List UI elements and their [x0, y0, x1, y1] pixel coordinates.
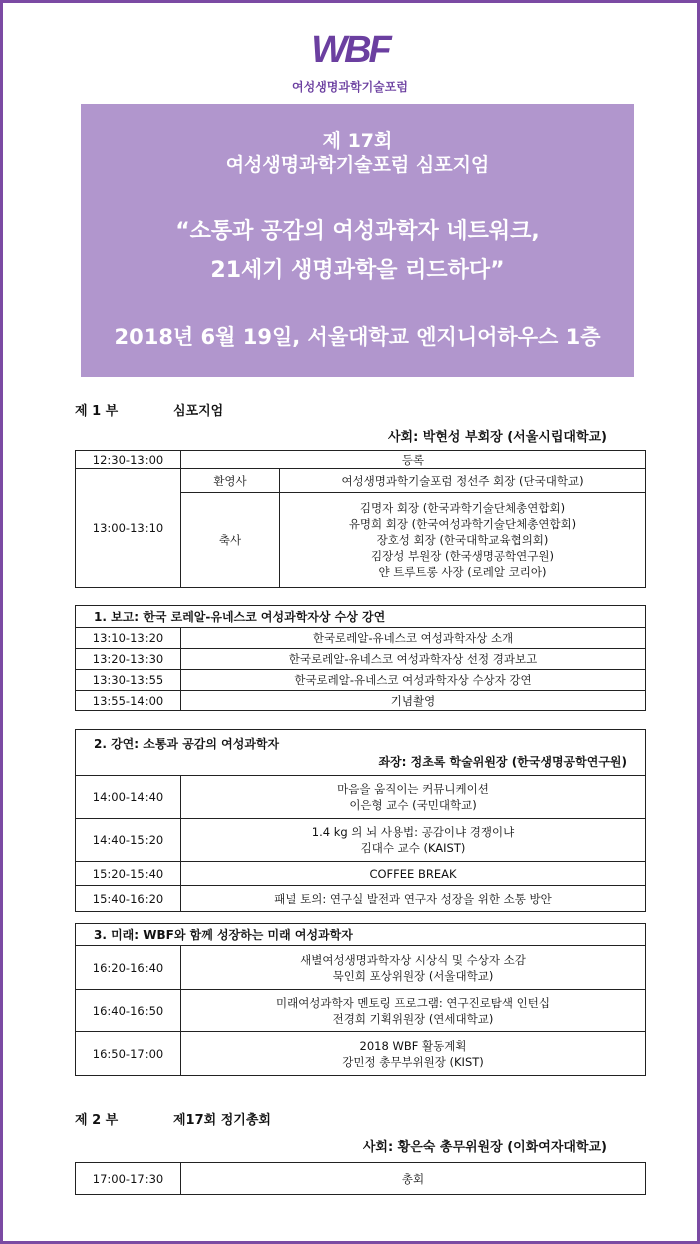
congrats-list [280, 493, 646, 588]
list-item: 얀 트루트롱 사장 (로레알 코리아) [378, 565, 547, 579]
time-cell: 16:50-17:00 [76, 1032, 181, 1076]
time-cell: 15:40-16:20 [76, 886, 181, 912]
table-row [76, 1032, 646, 1076]
list-item: 장호성 회장 (한국대학교육협의회) [376, 533, 549, 547]
section3-table [75, 923, 646, 1076]
section-title: 2. 강연: 소통과 공감의 여성과학자 [94, 736, 280, 751]
opening-table [75, 450, 646, 588]
speaker: 이은형 교수 (국민대학교) [349, 798, 477, 812]
section1-table [75, 605, 646, 711]
banner-date-venue: 2018년 6월 19일, 서울대학교 엔지니어하우스 1층 [114, 325, 601, 349]
event-cell: 한국로레알-유네스코 여성과학자상 수상자 강연 [181, 670, 646, 691]
list-item: 유명희 회장 (한국여성과학기술단체총연합회) [348, 517, 577, 531]
time-cell: 16:20-16:40 [76, 946, 181, 990]
table-row [76, 776, 646, 819]
role-cell: 환영사 [181, 469, 280, 493]
event-cell: 여성생명과학기술포럼 정선주 회장 (단국대학교) [280, 469, 646, 493]
time-cell: 13:55-14:00 [76, 691, 181, 711]
talk-title: 1.4 kg 의 뇌 사용법: 공감이냐 경쟁이냐 [311, 825, 515, 839]
list-item: 김장성 부원장 (한국생명공학연구원) [371, 549, 554, 563]
time-cell: 12:30-13:00 [76, 451, 181, 469]
part2-heading [75, 1109, 271, 1128]
event-cell [181, 1032, 646, 1076]
part1-moderator: 사회: 박현성 부회장 (서울시립대학교) [387, 430, 607, 445]
session-chair: 좌장: 정초록 학술위원장 (한국생명공학연구원) [378, 754, 627, 769]
time-cell: 15:20-15:40 [76, 862, 181, 886]
table-row [76, 819, 646, 862]
talk-title: 2018 WBF 활동계획 [359, 1038, 467, 1053]
table-row [76, 946, 646, 990]
event-cell [181, 819, 646, 862]
speaker: 강민정 총무부위원장 (KIST) [342, 1054, 484, 1069]
logo-mark: WBF [311, 29, 389, 71]
speaker: 전경희 기획위원장 (연세대학교) [332, 1011, 494, 1026]
table-row [76, 691, 646, 711]
table-row [76, 862, 646, 886]
part1-heading [75, 400, 223, 419]
table-row [76, 990, 646, 1032]
table-row [76, 451, 646, 469]
event-cell: 패널 토의: 연구실 발전과 연구자 성장을 위한 소통 방안 [181, 886, 646, 912]
part2-label: 제 2 부 [75, 1113, 119, 1128]
event-cell: 등록 [181, 451, 646, 469]
banner-theme-line2: 21세기 생명과학을 리드하다” [210, 258, 505, 283]
time-cell: 14:40-15:20 [76, 819, 181, 862]
table-row [76, 886, 646, 912]
talk-title: 미래여성과학자 멘토링 프로그램: 연구진로탐색 인턴십 [275, 995, 550, 1010]
section-title: 3. 미래: WBF와 함께 성장하는 미래 여성과학자 [76, 924, 646, 946]
banner-edition: 제 17회 [322, 130, 393, 152]
part1-title: 심포지엄 [173, 404, 224, 419]
event-cell: COFFEE BREAK [181, 862, 646, 886]
list-item: 김명자 회장 (한국과학기술단체총연합회) [359, 501, 566, 515]
time-cell: 13:10-13:20 [76, 628, 181, 649]
talk-title: 마음을 움직이는 커뮤니케이션 [337, 782, 489, 796]
table-row [76, 628, 646, 649]
speaker: 묵인희 포상위원장 (서울대학교) [332, 968, 494, 983]
part2-moderator: 사회: 황은숙 총무위원장 (이화여자대학교) [362, 1140, 607, 1155]
event-cell [181, 776, 646, 819]
event-cell [181, 990, 646, 1032]
event-cell: 한국로레알-유네스코 여성과학자상 소개 [181, 628, 646, 649]
event-cell [181, 946, 646, 990]
table-row [76, 670, 646, 691]
logo-name: 여성생명과학기술포럼 [292, 80, 408, 94]
role-cell: 축사 [181, 493, 280, 588]
event-cell: 한국로레알-유네스코 여성과학자상 선정 경과보고 [181, 649, 646, 670]
time-cell: 17:00-17:30 [76, 1163, 181, 1195]
talk-title: 새별여성생명과학자상 시상식 및 수상자 소감 [300, 952, 526, 967]
time-cell: 14:00-14:40 [76, 776, 181, 819]
speaker: 김대수 교수 (KAIST) [360, 841, 466, 855]
title-banner [81, 104, 634, 377]
part1-label: 제 1 부 [75, 404, 119, 419]
time-cell: 16:40-16:50 [76, 990, 181, 1032]
table-row [76, 649, 646, 670]
time-cell: 13:30-13:55 [76, 670, 181, 691]
time-cell: 13:20-13:30 [76, 649, 181, 670]
logo [3, 29, 697, 95]
event-cell: 기념촬영 [181, 691, 646, 711]
banner-event: 여성생명과학기술포럼 심포지엄 [225, 154, 490, 176]
time-cell: 13:00-13:10 [76, 469, 181, 588]
section-title: 1. 보고: 한국 로레알-유네스코 여성과학자상 수상 강연 [76, 606, 646, 628]
event-cell: 총회 [181, 1163, 646, 1195]
table-row [76, 1163, 646, 1195]
general-meeting-table [75, 1162, 646, 1195]
banner-theme-line1: “소통과 공감의 여성과학자 네트워크, [175, 219, 540, 244]
section2-table [75, 729, 646, 912]
section-header [76, 730, 646, 776]
table-row [76, 469, 646, 493]
part2-title: 제17회 정기총회 [173, 1113, 271, 1128]
